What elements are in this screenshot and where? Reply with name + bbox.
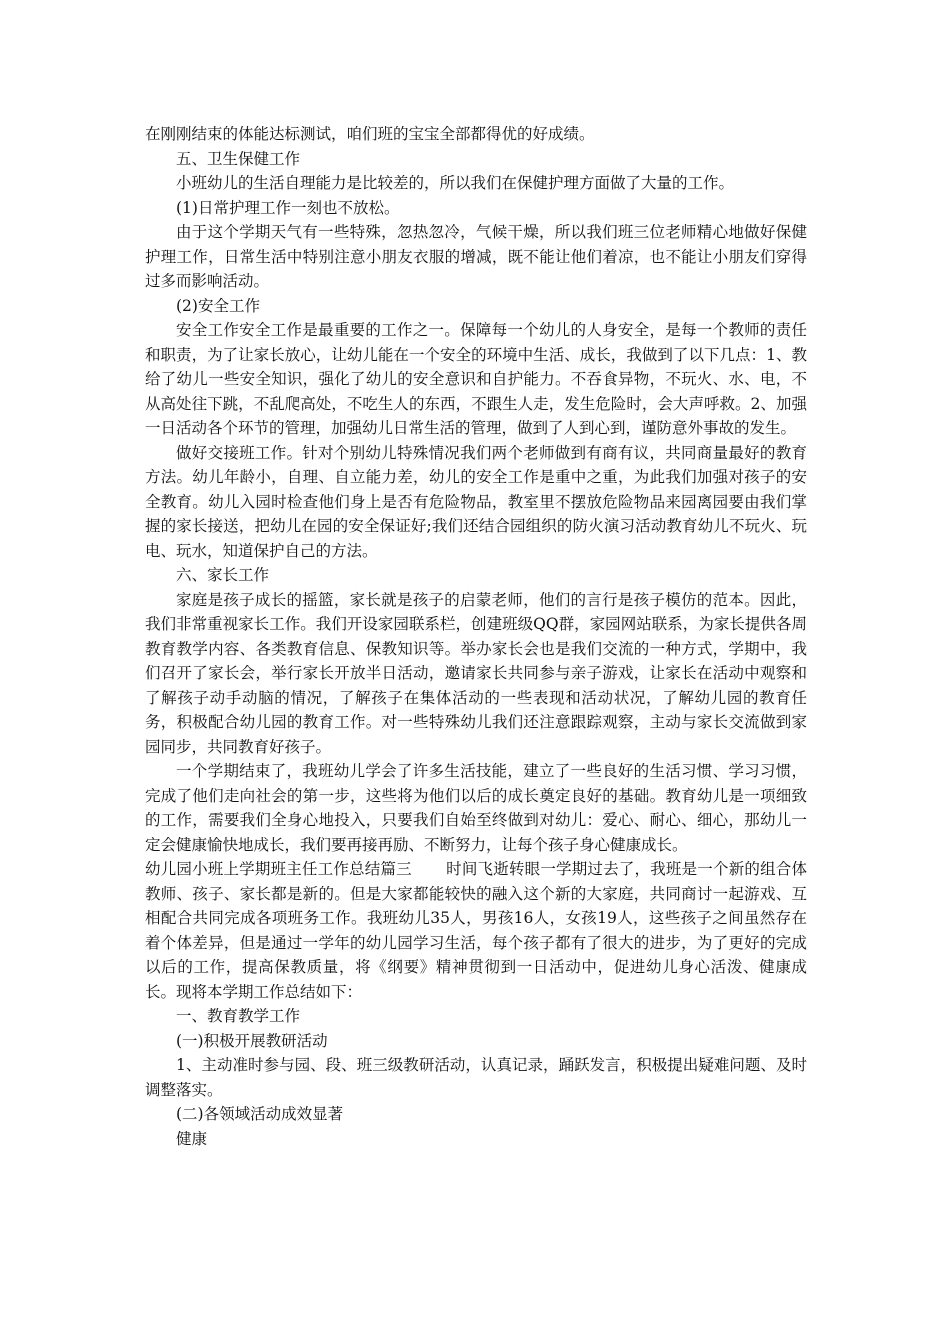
section-heading-teaching: 一、教育教学工作 <box>176 1007 301 1025</box>
paragraph-semester-end: 一个学期结束了，我班幼儿学会了许多生活技能，建立了一些良好的生活习惯、学习习惯，完成了他们走向社会的第一步，这些将为他们以后的成长奠定良好的基础。教育幼儿是一项细致的工作，需要我们全身心地投入，只要我们自始至终做到对幼儿：爱心、耐心、细心，那幼儿一定会健康愉快地成长，我们要再接再励、不断努力，让每个孩子身心健康成长。 <box>145 762 807 854</box>
subheading-research: (一)积极开展教研活动 <box>176 1031 328 1050</box>
paragraph-handover: 做好交接班工作。针对个别幼儿特殊情况我们两个老师做到有商有议，共同商量最好的教育方法。幼儿年龄小，自理、自立能力差，幼儿的安全工作是重中之重，为此我们加强对孩子的安全教育。幼儿入园时检查他们身上是否有危险物品，教室里不摆放危险物品来园离园要由我们掌握的家长接送，把幼儿在园的安全保证好;我们还结合园组织的防火演习活动教育幼儿不玩火、玩电、玩水，知道保护自己的方法。 <box>145 443 807 560</box>
subheading-safety: (2)安全工作 <box>176 296 260 315</box>
paragraph-research: 1、主动准时参与园、段、班三级教研活动，认真记录，踊跃发言，积极提出疑难问题、及时调整落实。 <box>145 1056 807 1099</box>
article-title: 幼儿园小班上学期班主任工作总结篇三 <box>145 860 412 878</box>
subheading-daily-care: (1)日常护理工作一刻也不放松。 <box>176 198 400 217</box>
paragraph-parent-work: 家庭是孩子成长的摇篮，家长就是孩子的启蒙老师，他们的言行是孩子模仿的范本。因此，我们非常重视家长工作。我们开设家园联系栏，创建班级QQ群，家园网站联系，为家长提供各周教育教学内容、各类教育信息、保教知识等。举办家长会也是我们交流的一种方式，学期中，我们召开了家长会，举行家长开放半日活动，邀请家长共同参与亲子游戏，让家长在活动中观察和了解孩子动手动脑的情况，了解孩子在集体活动的一些表现和活动状况，了解幼儿园的教育任务，积极配合幼儿园的教育工作。对一些特殊幼儿我们还注意跟踪观察，主动与家长交流做到家园同步，共同教育好孩子。 <box>145 590 807 756</box>
paragraph-summary-three <box>145 857 807 1004</box>
paragraph-self-care: 小班幼儿的生活自理能力是比较差的，所以我们在保健护理方面做了大量的工作。 <box>176 174 735 192</box>
paragraph-weather-care: 由于这个学期天气有一些特殊，忽热忽冷，气候干燥，所以我们班三位老师精心地做好保健护理工作，日常生活中特别注意小朋友衣服的增减，既不能让他们着凉，也不能让小朋友们穿得过多而影响活动。 <box>145 223 807 290</box>
paragraph-fitness-result: 在刚刚结束的体能达标测试，咱们班的宝宝全部都得优的好成绩。 <box>145 125 595 143</box>
section-heading-health-care: 五、卫生保健工作 <box>176 149 301 168</box>
paragraph-safety-work: 安全工作安全工作是最重要的工作之一。保障每一个幼儿的人身安全，是每一个教师的责任和职责，为了让家长放心，让幼儿能在一个安全的环境中生活、成长，我做到了以下几点：1、教给了幼儿一些安全知识，强化了幼儿的安全意识和自护能力。不吞食异物，不玩火、水、电，不从高处往下跳，不乱爬高处，不吃生人的东西，不跟生人走，发生危险时，会大声呼救。2、加强一日活动各个环节的管理，加强幼儿日常生活的管理，做到了人到心到，谨防意外事故的发生。 <box>145 321 807 437</box>
subheading-health: 健康 <box>176 1129 208 1148</box>
subheading-domains: (二)各领域活动成效显著 <box>176 1105 344 1123</box>
document-body <box>145 122 807 1151</box>
section-heading-parents: 六、家长工作 <box>176 566 270 584</box>
article-intro: 时间飞逝转眼一学期过去了，我班是一个新的组合体教师、孩子、家长都是新的。但是大家都能较快的融入这个新的大家庭，共同商讨一起游戏、互相配合共同完成各项班务工作。我班幼儿35人，男孩16人，女孩19人，这些孩子之间虽然存在着个体差异，但是通过一学年的幼儿园学习生活，每个孩子都有了很大的进步，为了更好的完成以后的工作，提高保教质量，将《纲要》精神贯彻到一日活动中，促进幼儿身心活泼、健康成长。现将本学期工作总结如下： <box>145 860 807 1001</box>
